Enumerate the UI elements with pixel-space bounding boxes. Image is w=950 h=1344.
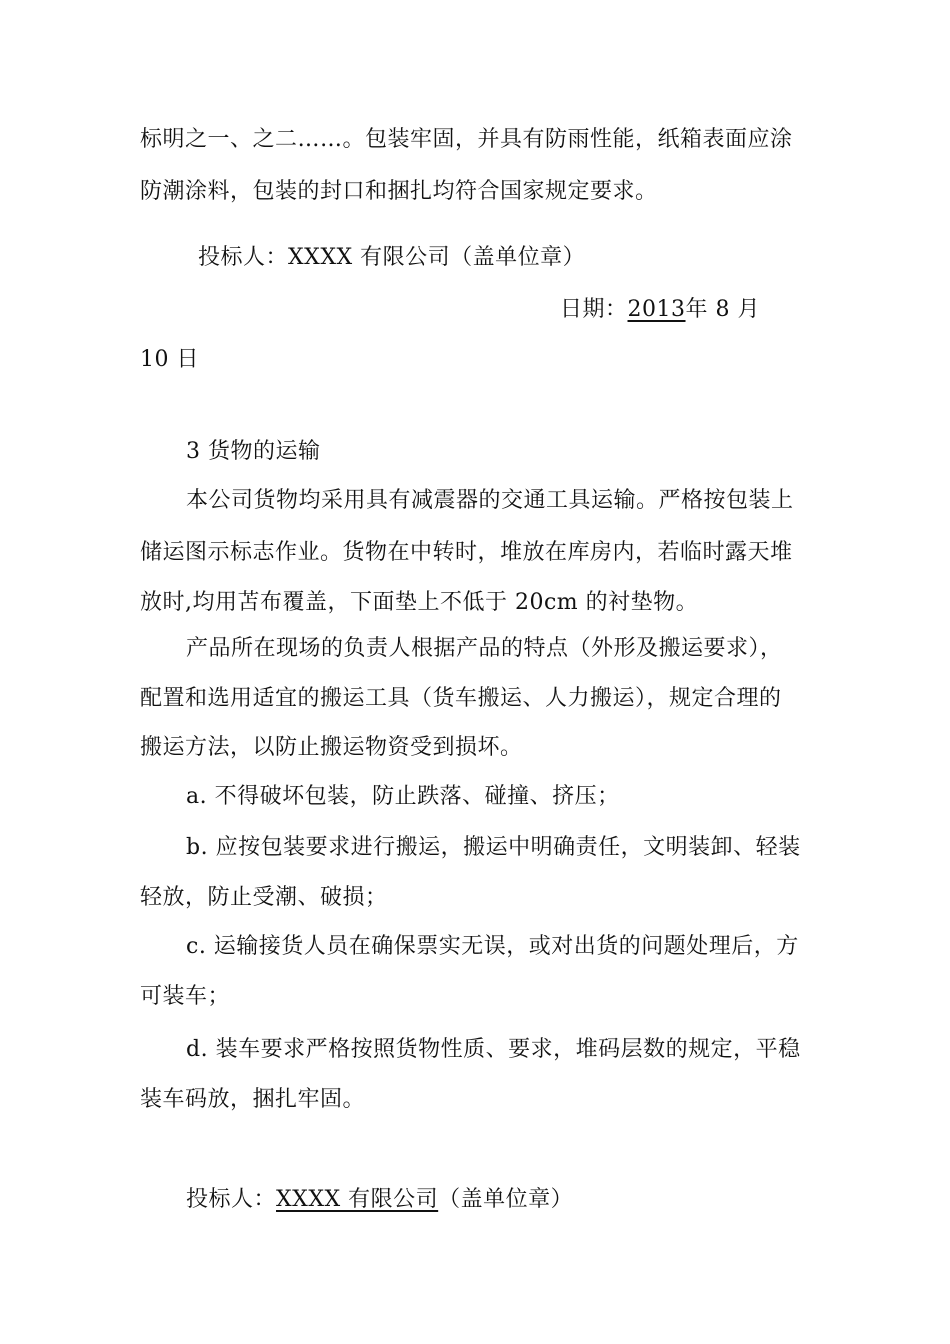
paragraph-line: 防潮涂料，包装的封口和捆扎均符合国家规定要求。 (140, 179, 658, 204)
date-year: 2013 (627, 297, 686, 322)
signature-line (186, 1185, 573, 1215)
signature-company: XXXX 有限公司 (276, 1187, 439, 1212)
date-label: 日期： (560, 297, 628, 322)
paragraph-line: 产品所在现场的负责人根据产品的特点（外形及搬运要求）， (186, 636, 783, 661)
list-item-b: b. 应按包装要求进行搬运，搬运中明确责任，文明装卸、轻装 (186, 835, 801, 860)
signature-line: 投标人：XXXX 有限公司（盖单位章） (198, 245, 586, 270)
list-item-d-cont: 装车码放，捆扎牢固。 (140, 1087, 366, 1112)
paragraph-line: 搬运方法，以防止搬运物资受到损坏。 (140, 735, 523, 760)
section-title: 3 货物的运输 (186, 439, 321, 464)
paragraph-line: 放时,均用苫布覆盖，下面垫上不低于 20cm 的衬垫物。 (140, 590, 699, 615)
date-month: 年 8 月 (685, 297, 760, 322)
paragraph-line: 本公司货物均采用具有减震器的交通工具运输。严格按包装上 (186, 488, 794, 513)
paragraph-line: 配置和选用适宜的搬运工具（货车搬运、人力搬运），规定合理的 (140, 686, 782, 711)
date-day: 10 日 (140, 347, 199, 372)
list-item-b-cont: 轻放，防止受潮、破损； (140, 885, 388, 910)
list-item-a: a. 不得破坏包装，防止跌落、碰撞、挤压； (186, 784, 620, 809)
list-item-d: d. 装车要求严格按照货物性质、要求，堆码层数的规定，平稳 (186, 1037, 801, 1062)
list-item-c-cont: 可装车； (140, 984, 231, 1009)
signature-suffix: （盖单位章） (438, 1187, 574, 1212)
signature-label: 投标人： (186, 1187, 277, 1212)
list-item-c: c. 运输接货人员在确保票实无误，或对出货的问题处理后，方 (186, 934, 799, 959)
paragraph-line: 储运图示标志作业。货物在中转时，堆放在库房内，若临时露天堆 (140, 540, 793, 565)
date-line (560, 295, 760, 325)
paragraph-line: 标明之一、之二……。包装牢固，并具有防雨性能，纸箱表面应涂 (140, 127, 793, 152)
